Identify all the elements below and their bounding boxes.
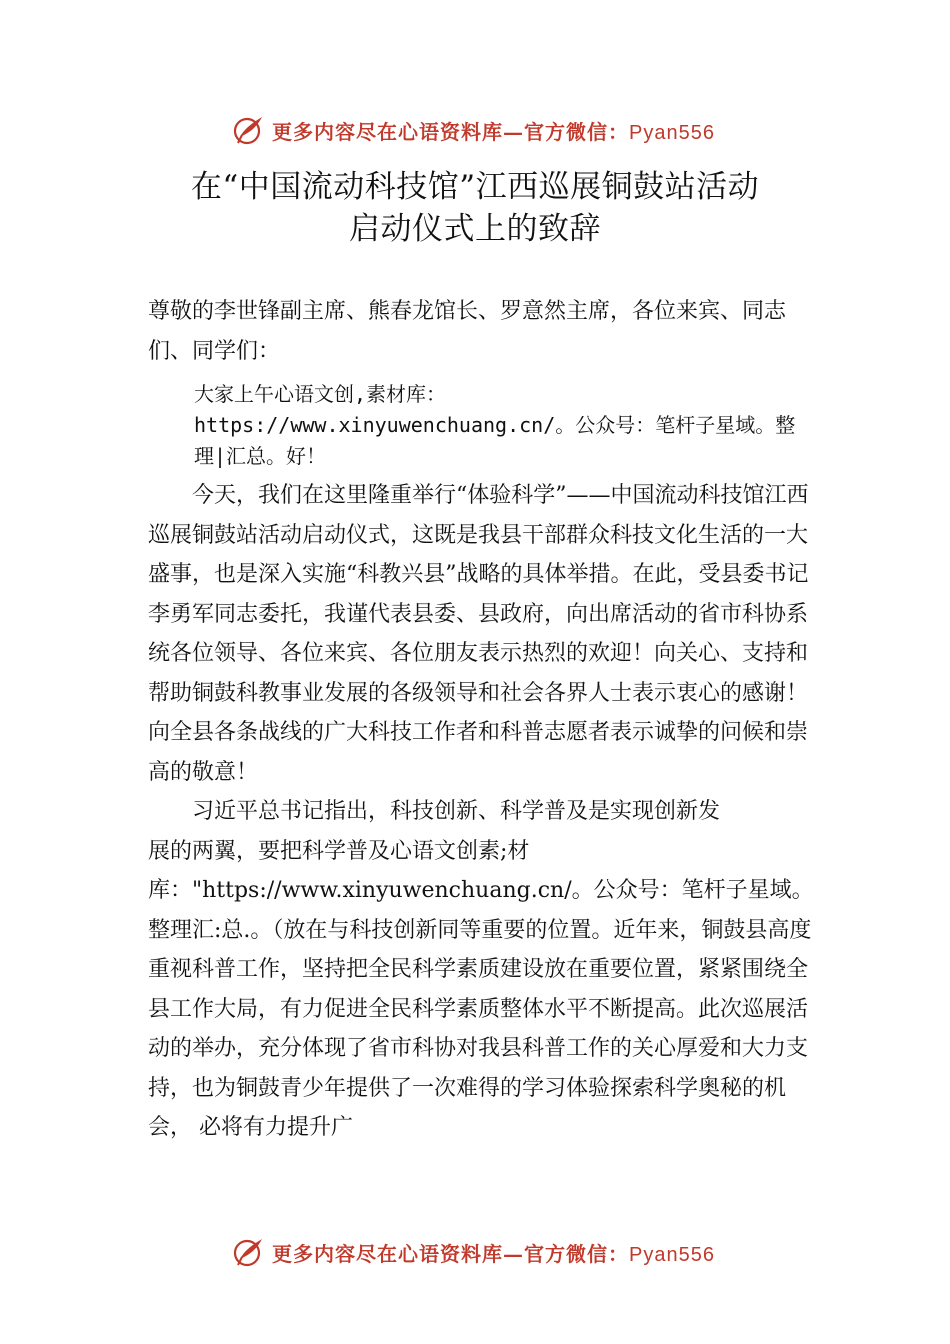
quill-pen-logo-icon	[232, 113, 266, 147]
banner-text: 更多内容尽在心语资料库—官方微信：Pyan556	[272, 1241, 715, 1266]
quill-pen-logo-icon	[232, 1235, 266, 1269]
wechat-id: Pyan556	[629, 121, 715, 144]
paragraph-2-first-line: 习近平总书记指出，科技创新、科学普及是实现创新发	[192, 799, 721, 824]
title-line-2: 启动仪式上的致辞	[349, 211, 601, 247]
footer-banner	[232, 1234, 732, 1270]
paragraph-1: 今天，我们在这里隆重举行“体验科学”——中国流动科技馆江西巡展铜鼓站活动启动仪式，这既是我县干部群众科技文化生活的一大盛事，也是深入实施“科教兴县”战略的具体举措。在此，受县委书记李勇军同志委托，我谨代表县委、县政府，向出席活动的省市科协系统各位领导、各位来宾、各位朋友表示热烈的欢迎！向关心、支持和帮助铜鼓科教事业发展的各级领导和社会各界人士表示衷心的感谢！向全县各条战线的广大科技工作者和科普志愿者表示诚挚的问候和崇高的敬意！	[148, 483, 809, 785]
page-title	[120, 166, 830, 250]
header-banner	[232, 112, 732, 148]
salutation: 尊敬的李世锋副主席、熊春龙馆长、罗意然主席，各位来宾、同志们、同学们：	[148, 299, 787, 364]
wechat-id: Pyan556	[629, 1243, 715, 1266]
paragraph-2: 展的两翼，要把科学普及心语文创素;材库："https://www.xinyuwenchuang.cn/。公众号：笔杆子星域。整理汇:总.。（放在与科技创新同等重要的位置。近年来，铜鼓县高度重视科普工作，坚持把全民科学素质建设放在重要位置，紧紧围绕全县工作大局，有力促进全民科学素质整体水平不断提高。此次巡展活动的举办，充分体现了省市科协对我县科普工作的关心厚爱和大力支持，也为铜鼓青少年提供了一次难得的学习体验探索科学奥秘的机会， 必将有力提升广	[148, 838, 814, 1140]
greeting-line: 大家上午心语文创,素材库：https://www.xinyuwenchuang.cn/。公众号：笔杆子星域。整理|汇总。好！	[194, 382, 796, 468]
banner-text: 更多内容尽在心语资料库—官方微信：Pyan556	[272, 119, 715, 144]
title-line-1: 在“中国流动科技馆”江西巡展铜鼓站活动	[190, 169, 760, 205]
document-body	[148, 292, 818, 1148]
